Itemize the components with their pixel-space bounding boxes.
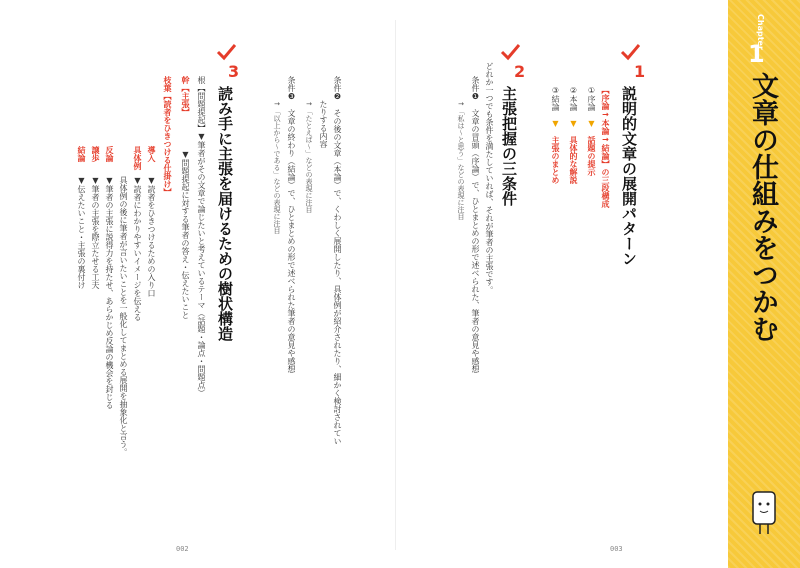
check-icon — [216, 42, 236, 62]
item-heading: 導入 — [147, 146, 156, 162]
item-text: ▼読者をひきつけるための入り口 — [147, 176, 156, 297]
list-item-label: ①序論 — [587, 86, 596, 111]
chapter-title: 文章の仕組みをつかむ — [747, 72, 778, 342]
section-1-title: 説明的文章の展開パターン — [620, 86, 638, 266]
section-2-intro: どれか一つでも条件を満たしていれば、それが筆者の主張です。 — [485, 62, 494, 294]
item-text: ▼伝えたいこと・主張の裏付け — [77, 176, 86, 289]
condition-3-note: →「以上から～である」などの表現に注目 — [273, 100, 281, 234]
list-item-text: 具体的な解説 — [569, 136, 578, 184]
list-item — [586, 86, 596, 176]
triangle-icon: ▼ — [587, 119, 596, 128]
list-item-label: ②本論 — [569, 86, 578, 111]
page-gutter — [395, 20, 396, 550]
section-2-title: 主張把握の三条件 — [500, 86, 518, 206]
condition-1-note: →「私は～と思う」などの表現に注目 — [457, 100, 465, 220]
chapter-panel — [728, 0, 800, 568]
section-1-pattern: 【序論→本論→結論】の三段構成 — [601, 86, 610, 208]
page-number-right: 003 — [610, 545, 623, 553]
condition-3: 条件❸ 文章の終わり（結論）で、ひとまとめの形で述べられた筆者の意見や感想 — [287, 76, 296, 373]
list-item-text: 主張のまとめ — [551, 136, 560, 184]
condition-2: 条件❷ その後の文章（本論）で、くわしく展開したり、具体例が紹介されたり、細かく検討されてい — [333, 76, 342, 445]
item-text: ▼筆者の主張に説得力を持たせ、あらかじめ反論の機会を封じる — [105, 176, 114, 409]
check-icon — [620, 42, 640, 62]
page-number-left: 002 — [176, 545, 189, 553]
list-item — [550, 86, 560, 184]
chapter-number: 1 — [748, 40, 765, 68]
chapter-label: Chapter — [756, 14, 765, 50]
list-item — [568, 86, 578, 184]
item-heading: 具体例 — [133, 146, 142, 170]
condition-2-note: →「たとえば～」などの表現に注目 — [305, 100, 313, 213]
section-3-number: 3 — [228, 62, 240, 81]
item-heading: 譲歩 — [91, 146, 100, 162]
item-text: ▼筆者の主張を際立たせる工夫 — [91, 176, 100, 289]
tree-root: 根【問題提起】▼筆者がその文章で論じたいと考えているテーマ（話題・論点・問題点） — [197, 76, 206, 397]
section-3-title: 読み手に主張を届けるための樹状構造 — [216, 86, 234, 341]
tree-root-answer: ▼問題提起に対する筆者の答え・伝えたいこと — [181, 150, 190, 319]
item-text: ▼読者にわかりやすいイメージを伝える — [133, 176, 142, 321]
tree-trunk: 幹【主張】 — [181, 76, 190, 116]
condition-2-cont: たりする内容 — [319, 100, 328, 148]
section-2-number: 2 — [514, 62, 526, 81]
triangle-icon: ▼ — [551, 119, 560, 128]
item-text: 具体例の後に筆者が言いたいことを一般化してまとめる展開を抽象化と言う。 — [119, 176, 128, 456]
list-item-text: 話題の提示 — [587, 136, 596, 176]
item-heading: 反論 — [105, 146, 114, 162]
item-heading: 結論 — [77, 146, 86, 162]
tree-branch: 枝葉【読者をひきつける仕掛け】 — [163, 76, 172, 196]
list-item-label: ③結論 — [551, 86, 560, 111]
character-illustration — [750, 488, 778, 538]
condition-1: 条件❶ 文章の冒頭（序論）で、ひとまとめの形で述べられた、筆者の意見や感想 — [471, 76, 480, 373]
triangle-icon: ▼ — [569, 119, 578, 128]
section-1-number: 1 — [634, 62, 646, 81]
check-icon — [500, 42, 520, 62]
